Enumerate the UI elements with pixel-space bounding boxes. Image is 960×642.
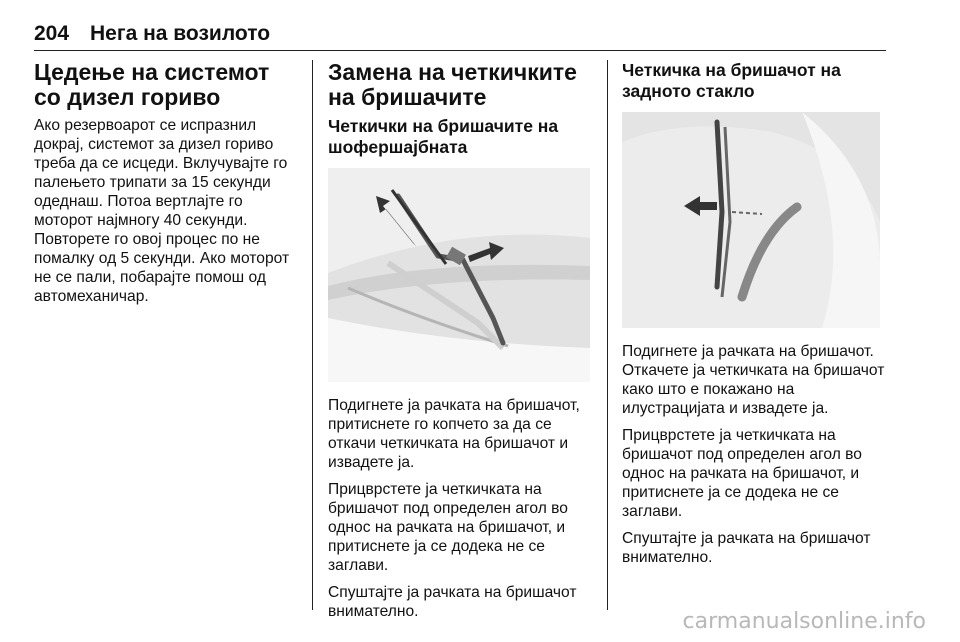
column-divider bbox=[312, 60, 313, 610]
body-paragraph: Ако резервоарот се испразнил докрај, системот за дизел гориво треба да се исцеди. Вклучувајте го палењето трипати за 15 секунди одеднаш. Потоа вертлајте го моторот најмногу 40 секунди. Повторете го овој процес по не помалку од 5 секунди. Ако моторот не се пали, побарајте помош од автомеханичар. bbox=[34, 117, 290, 305]
body-paragraph: Прицврстете ја четкичката на бришачот под определен агол во однос на рачката на бришачот, и притиснете ја се додека не се заглави. bbox=[328, 481, 568, 574]
column-wiper-front bbox=[328, 60, 590, 629]
rear-wiper-illustration bbox=[622, 112, 880, 328]
section-heading: Цедење на системот со дизел гориво bbox=[34, 59, 270, 110]
header-rule bbox=[34, 50, 886, 51]
section-heading: Замена на четкичките на бришачите bbox=[328, 59, 577, 110]
watermark: carmanualsonline.info bbox=[682, 609, 926, 634]
page-number: 204 bbox=[34, 22, 70, 45]
body-paragraph: Прицврстете ја четкичката на бришачот под определен агол во однос на рачката на бришачот, и притиснете ја се додека не се заглави. bbox=[622, 427, 862, 520]
column-divider bbox=[607, 60, 608, 610]
page-header bbox=[34, 22, 270, 46]
subsection-heading: Четкичка на бришачот на задното стакло bbox=[622, 60, 841, 101]
column-wiper-rear bbox=[622, 60, 890, 575]
page-section-title: Нега на возилото bbox=[90, 22, 271, 45]
body-paragraph: Спуштајте ја рачката на бришачот внимателно. bbox=[328, 584, 577, 620]
column-diesel bbox=[34, 60, 300, 314]
body-paragraph: Спуштајте ја рачката на бришачот внимателно. bbox=[622, 530, 871, 566]
windshield-wiper-illustration bbox=[328, 168, 590, 382]
body-paragraph: Подигнете ја рачката на бришачот. Откачете ја четкичката на бришачот како што е покажано на илустрацијата и извадете ја. bbox=[622, 343, 885, 417]
body-paragraph: Подигнете ја рачката на бришачот, притиснете го копчето за да се откачи четкичката на бришачот и извадете ја. bbox=[328, 397, 580, 471]
subsection-heading: Четкички на бришачите на шофершајбната bbox=[328, 116, 559, 157]
